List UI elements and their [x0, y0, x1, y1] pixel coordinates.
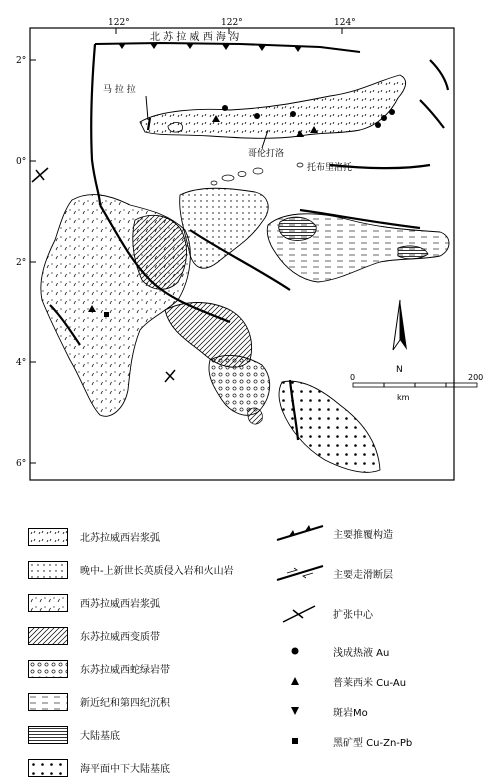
- scale-bar: [350, 373, 483, 402]
- circle-marker-icon: [275, 640, 325, 662]
- legend-item-continental: [28, 718, 258, 751]
- triangle-down-marker-icon: [275, 700, 325, 722]
- legend-item-sediment: [28, 685, 258, 718]
- svg-text:N: N: [396, 365, 403, 375]
- legend-item-arc-west: [28, 586, 258, 619]
- legend-label: 普莱西米 Cu-Au: [333, 677, 407, 689]
- bay-islands: [211, 163, 303, 185]
- legend-item-epithermal: [275, 640, 389, 662]
- lon-tick-1: 122°: [108, 18, 130, 28]
- legend-item-kuroko: [275, 730, 412, 752]
- legend-label: 扩张中心: [333, 609, 373, 621]
- svg-text:km: km: [397, 393, 410, 402]
- legend-label: 主要走滑断层: [333, 569, 393, 581]
- lon-tick-3: 124°: [334, 18, 356, 28]
- svg-text:200: 200: [468, 373, 484, 382]
- lon-tick-2: 122°: [221, 18, 243, 28]
- legend-label: 主要推覆构造: [333, 529, 393, 541]
- swatch-meta: [28, 627, 68, 645]
- square-marker-icon: [275, 730, 325, 752]
- malala-pointer: [146, 96, 148, 120]
- place-toboli: 托布里洛托: [307, 163, 353, 173]
- submarine-block: [279, 381, 380, 472]
- place-malala: 马 拉 拉: [103, 85, 136, 95]
- legend-item-porphyry-mo: [275, 700, 368, 722]
- swatch-ophiolite: [28, 660, 68, 678]
- meta-belt: [133, 215, 187, 289]
- spreading-symbol-icon: [275, 602, 325, 624]
- lat-tick-5: 6°: [16, 459, 27, 469]
- legend-label: 海平面中下大陆基底: [80, 764, 170, 775]
- place-gorontalo: 哥伦打洛: [248, 149, 285, 159]
- neck-island: [168, 123, 183, 133]
- felsic-body: [180, 188, 268, 268]
- triangle-up-marker-icon: [275, 670, 325, 692]
- legend-item-thrust: [275, 522, 393, 544]
- legend-label: 新近纪和第四纪沉积: [80, 698, 170, 709]
- trench-label: 北 苏 拉 威 西 海 沟: [150, 32, 240, 43]
- legend-item-porphyry-cu: [275, 670, 406, 692]
- southeast-arc: [209, 355, 270, 415]
- legend-label: 东苏拉威西变质带: [80, 632, 160, 643]
- thrust-symbol-icon: [275, 522, 325, 544]
- legend-label: 北苏拉威西岩浆弧: [80, 533, 160, 544]
- lat-tick-2: 0°: [16, 157, 27, 167]
- strike-slip-symbol-icon: [275, 562, 325, 584]
- swatch-continental: [28, 726, 68, 744]
- legend-item-spreading: [275, 602, 373, 624]
- legend-item-submarine: [28, 751, 258, 784]
- legend-label: 黑矿型 Cu-Zn-Pb: [333, 737, 413, 749]
- legend-label: 西苏拉威西岩浆弧: [80, 599, 160, 610]
- north-arrow: [393, 300, 407, 375]
- legend-label: 浅成热液 Au: [333, 647, 390, 659]
- legend-label: 晚中-上新世长英质侵入岩和火山岩: [80, 566, 234, 577]
- swatch-arc-north: [28, 528, 68, 546]
- legend-label: 东苏拉威西蛇绿岩带: [80, 665, 170, 676]
- legend-label: 斑岩Mo: [333, 707, 368, 719]
- legend-item-arc-north: [28, 520, 258, 553]
- legend-item-ophiolite: [28, 652, 258, 685]
- swatch-arc-west: [28, 594, 68, 612]
- legend-label: 大陆基底: [80, 731, 120, 742]
- legend-item-meta: [28, 619, 258, 652]
- legend-item-strike-slip: [275, 562, 393, 584]
- swatch-submarine: [28, 759, 68, 777]
- legend-item-felsic: [28, 553, 258, 586]
- lat-tick-3: 2°: [16, 258, 27, 268]
- svg-text:0: 0: [350, 373, 356, 382]
- lat-tick-4: 4°: [16, 358, 27, 368]
- island-southeast: [248, 408, 263, 424]
- swatch-sediment: [28, 693, 68, 711]
- swatch-felsic: [28, 561, 68, 579]
- legend-units: [28, 520, 258, 784]
- lat-tick-1: 2°: [16, 56, 27, 66]
